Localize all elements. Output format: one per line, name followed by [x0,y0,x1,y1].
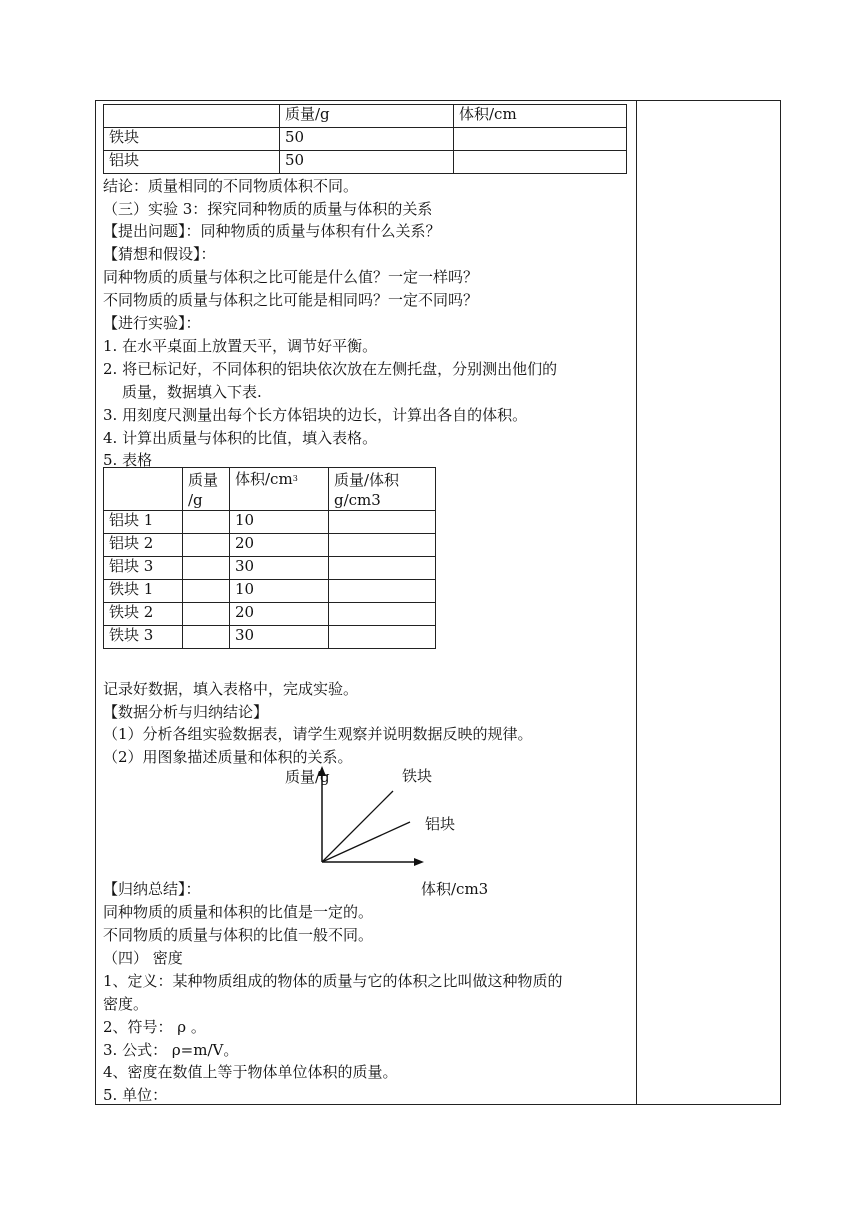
analysis-heading: 【数据分析与归纳结论】 [103,703,269,721]
table-cell: 铁块 3 [104,626,183,649]
step-line: 质量，数据填入下表. [122,383,262,401]
y-axis-label: 质量/g [285,768,330,786]
unit-line: 5. 单位： [103,1086,168,1104]
step-line: 2. 将已标记好，不同体积的铝块依次放在左侧托盘，分别测出他们的 [103,360,558,378]
table-cell: 50 [280,151,454,174]
table-cell: 质量/g [280,105,454,128]
table-cell: 30 [230,626,329,649]
record-text: 记录好数据，填入表格中，完成实验。 [103,680,359,698]
section-heading: （四） 密度 [103,949,183,967]
table-cell: 铝块 1 [104,511,183,534]
analysis-line: （1）分析各组实验数据表，请学生观察并说明数据反映的规律。 [103,725,533,743]
experiment-heading: 【进行实验】： [103,314,201,332]
table-cell: 铁块 2 [104,603,183,626]
table-cell: 体积/cm [454,105,627,128]
iron-line-label: 铁块 [402,767,433,785]
hypothesis-line: 不同物质的质量与体积之比可能是相同吗？一定不同吗？ [103,291,479,309]
hypothesis-heading: 【猜想和假设】： [103,245,216,263]
header-mass: 质量 [188,471,219,489]
aluminum-line-label: 铝块 [425,815,456,833]
table-cell: 铝块 2 [104,534,183,557]
definition-line: 密度。 [103,995,149,1013]
table-cell: 铁块 1 [104,580,183,603]
step-line: 1. 在水平桌面上放置天平，调节好平衡。 [103,337,378,355]
meaning-line: 4、密度在数值上等于物体单位体积的质量。 [103,1063,398,1081]
header-ratio: 质量/体积 [334,471,400,489]
hypothesis-line: 同种物质的质量与体积之比可能是什么值？一定一样吗？ [103,268,479,286]
question-text: 【提出问题】：同种物质的质量与体积有什么关系？ [103,222,441,240]
table-cell: 50 [280,128,454,151]
table-cell: 铝块 [104,151,280,174]
header-volume: 体积/cm [235,470,293,488]
step-line: 4. 计算出质量与体积的比值，填入表格。 [103,429,378,447]
step-line: 3. 用刻度尺测量出每个长方体铝块的边长，计算出各自的体积。 [103,406,528,424]
header-ratio-unit: g/cm3 [334,491,381,509]
definition-line: 1、定义：某种物质组成的物体的质量与它的体积之比叫做这种物质的 [103,972,563,990]
table-cell: 铝块 3 [104,557,183,580]
section-heading: （三）实验 3：探究同种物质的质量与体积的关系 [103,200,433,218]
summary-line: 同种物质的质量和体积的比值是一定的。 [103,903,374,921]
x-axis-label: 体积/cm3 [421,880,489,898]
header-mass-unit: /g [188,491,203,509]
table-cell: 30 [230,557,329,580]
aluminum-line [322,822,410,862]
table-cell: 20 [230,603,329,626]
summary-line: 不同物质的质量与体积的比值一般不同。 [103,926,374,944]
step-line: 5. 表格 [103,451,153,469]
formula-line: 3. 公式： ρ=m/V。 [103,1041,239,1059]
superscript: 3 [292,474,298,483]
symbol-line: 2、符号： ρ 。 [103,1018,206,1036]
table-cell: 20 [230,534,329,557]
summary-heading: 【归纳总结】： [103,880,201,898]
table-cell: 10 [230,511,329,534]
iron-line [322,791,393,862]
table-cell: 铁块 [104,128,280,151]
conclusion-text: 结论：质量相同的不同物质体积不同。 [103,177,359,195]
x-axis-arrow [414,858,424,866]
analysis-line: （2）用图象描述质量和体积的关系。 [103,748,353,766]
table-cell: 10 [230,580,329,603]
